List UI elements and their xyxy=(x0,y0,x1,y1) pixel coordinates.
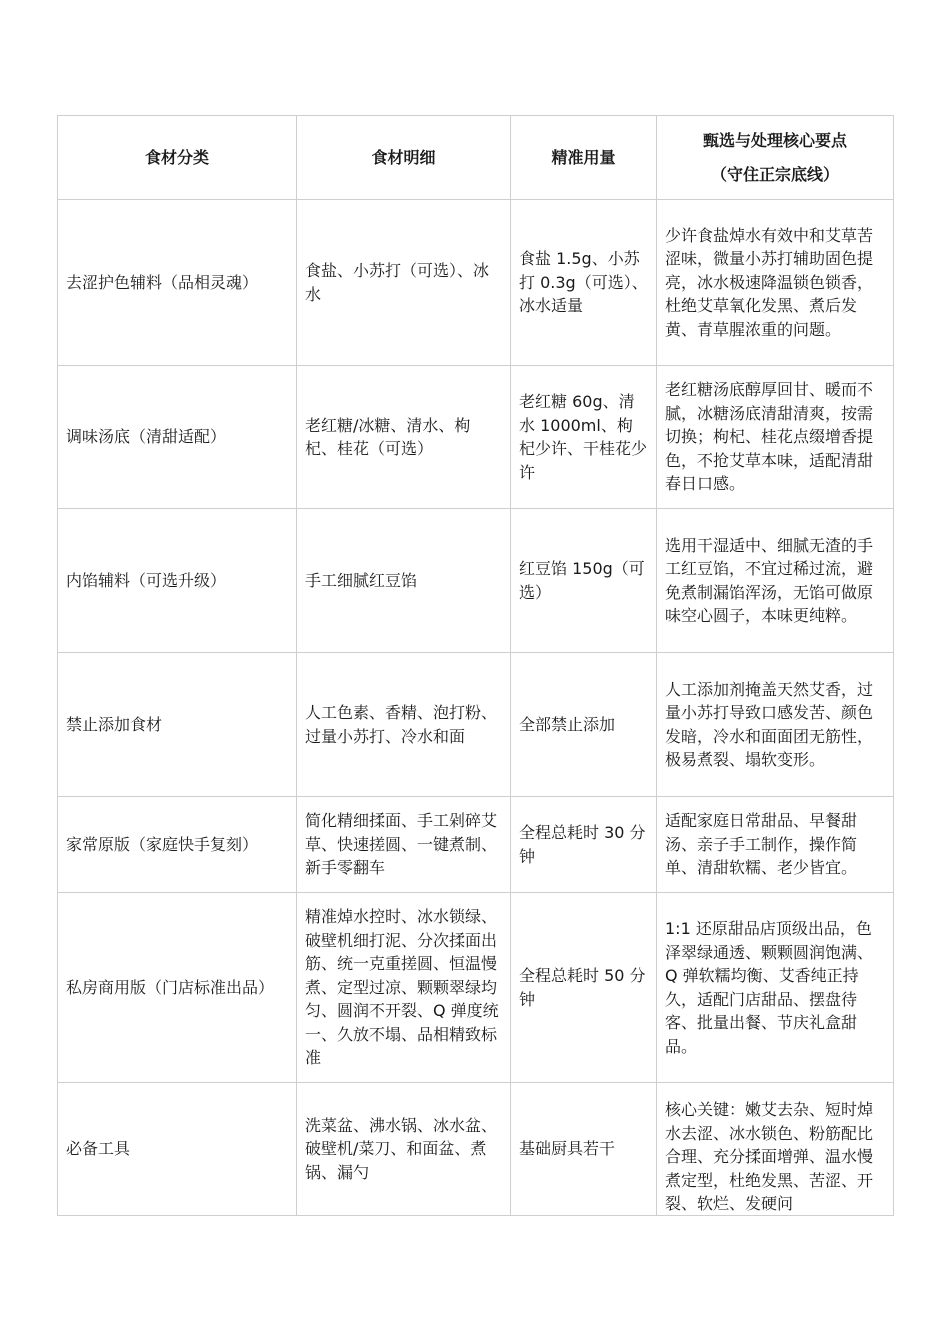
cell-amount: 老红糖 60g、清水 1000ml、枸杞少许、干桂花少许 xyxy=(511,366,657,509)
cell-category: 禁止添加食材 xyxy=(58,653,297,797)
header-category: 食材分类 xyxy=(58,116,297,200)
cell-key-points: 少许食盐焯水有效中和艾草苦涩味，微量小苏打辅助固色提亮，冰水极速降温锁色锁香，杜绝艾草氧化发黑、煮后发黄、青草腥浓重的问题。 xyxy=(657,200,894,366)
header-detail: 食材明细 xyxy=(297,116,511,200)
cell-key-points: 适配家庭日常甜品、早餐甜汤、亲子手工制作，操作简单、清甜软糯、老少皆宜。 xyxy=(657,797,894,893)
cell-key-points: 1:1 还原甜品店顶级出品，色泽翠绿通透、颗颗圆润饱满、Q 弹软糯均衡、艾香纯正持久，适配门店甜品、摆盘待客、批量出餐、节庆礼盒甜品。 xyxy=(657,893,894,1083)
table-header-row xyxy=(58,116,894,200)
table-row xyxy=(58,366,894,509)
header-key-points-line1: 甄选与处理核心要点 xyxy=(702,130,847,150)
cell-amount: 全程总耗时 30 分钟 xyxy=(511,797,657,893)
table-row xyxy=(58,893,894,1083)
table-row xyxy=(58,1083,894,1216)
cell-detail: 老红糖/冰糖、清水、枸杞、桂花（可选） xyxy=(297,366,511,509)
cell-detail: 人工色素、香精、泡打粉、过量小苏打、冷水和面 xyxy=(297,653,511,797)
cell-category: 私房商用版（门店标准出品） xyxy=(58,893,297,1083)
table-row xyxy=(58,200,894,366)
table-row xyxy=(58,509,894,653)
cell-category: 必备工具 xyxy=(58,1083,297,1216)
ingredients-table xyxy=(57,115,894,1216)
cell-key-points xyxy=(657,1083,894,1216)
table-row xyxy=(58,653,894,797)
cell-detail: 精准焯水控时、冰水锁绿、破壁机细打泥、分次揉面出筋、统一克重搓圆、恒温慢煮、定型过凉、颗颗翠绿均匀、圆润不开裂、Q 弹度统一、久放不塌、品相精致标准 xyxy=(297,893,511,1083)
cell-amount: 全部禁止添加 xyxy=(511,653,657,797)
cell-category: 去涩护色辅料（品相灵魂） xyxy=(58,200,297,366)
cell-category: 家常原版（家庭快手复刻） xyxy=(58,797,297,893)
table-row xyxy=(58,797,894,893)
cell-key-points-text: 核心关键：嫩艾去杂、短时焯水去涩、冰水锁色、粉筋配比合理、充分揉面增弹、温水慢煮定型，杜绝发黑、苦涩、开裂、软烂、发硬问 xyxy=(665,1100,874,1213)
cell-category: 调味汤底（清甜适配） xyxy=(58,366,297,509)
cell-key-points: 选用干湿适中、细腻无渣的手工红豆馅，不宜过稀过流，避免煮制漏馅浑汤，无馅可做原味空心圆子，本味更纯粹。 xyxy=(657,509,894,653)
header-amount: 精准用量 xyxy=(511,116,657,200)
cell-amount: 食盐 1.5g、小苏打 0.3g（可选）、冰水适量 xyxy=(511,200,657,366)
cell-category: 内馅辅料（可选升级） xyxy=(58,509,297,653)
cell-amount: 全程总耗时 50 分钟 xyxy=(511,893,657,1083)
cell-detail: 简化精细揉面、手工剁碎艾草、快速搓圆、一键煮制、新手零翻车 xyxy=(297,797,511,893)
cell-key-points: 老红糖汤底醇厚回甘、暖而不腻，冰糖汤底清甜清爽，按需切换；枸杞、桂花点缀增香提色，不抢艾草本味，适配清甜春日口感。 xyxy=(657,366,894,509)
cell-key-points: 人工添加剂掩盖天然艾香，过量小苏打导致口感发苦、颜色发暗，冷水和面面团无筋性，极易煮裂、塌软变形。 xyxy=(657,653,894,797)
cell-detail: 手工细腻红豆馅 xyxy=(297,509,511,653)
cell-amount: 红豆馅 150g（可选） xyxy=(511,509,657,653)
cell-amount: 基础厨具若干 xyxy=(511,1083,657,1216)
cell-detail: 食盐、小苏打（可选）、冰水 xyxy=(297,200,511,366)
cell-detail: 洗菜盆、沸水锅、冰水盆、破壁机/菜刀、和面盆、煮锅、漏勺 xyxy=(297,1083,511,1216)
header-key-points-line2: （守住正宗底线） xyxy=(710,164,839,184)
header-key-points xyxy=(657,116,894,200)
